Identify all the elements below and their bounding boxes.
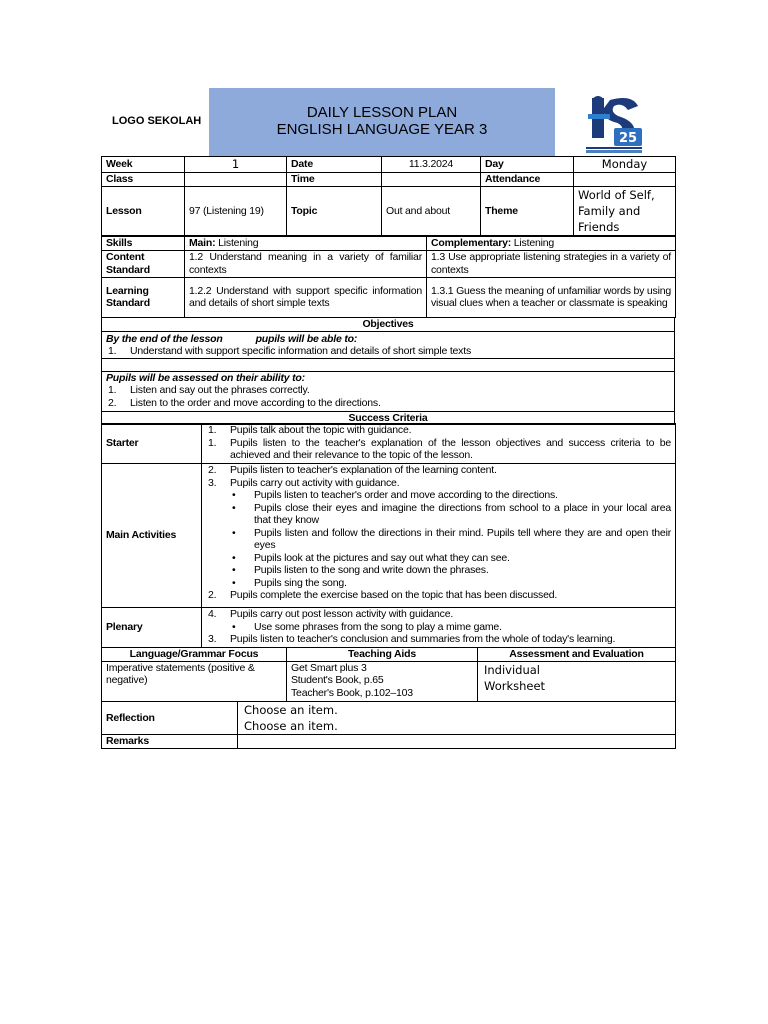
objective-item: 1. Understand with support specific information and details of short simple texts <box>108 345 471 357</box>
lesson-info-table <box>101 156 676 236</box>
day-value: Monday <box>574 157 676 173</box>
assessment-item: Worksheet <box>484 678 546 693</box>
main-bullet: • Pupils sing the song. <box>232 576 347 589</box>
main-activities-content <box>202 464 676 608</box>
spacer-row <box>102 358 675 371</box>
assessment-item: Individual <box>484 662 541 677</box>
grammar-focus-label: Language/Grammar Focus <box>102 648 287 662</box>
learning-standard-label: Learning Standard <box>102 277 185 317</box>
teaching-aids-label: Teaching Aids <box>287 648 478 662</box>
reflection-table <box>101 701 676 749</box>
date-value: 11.3.2024 <box>382 157 481 173</box>
main-skill-value: Listening <box>218 237 259 249</box>
time-value <box>382 173 481 187</box>
emblem-logo-icon <box>584 92 644 154</box>
reflection-label: Reflection <box>102 702 238 735</box>
skills-label: Skills <box>102 237 185 251</box>
objectives-intro-b: pupils will be able to: <box>255 332 358 345</box>
main-skill-label: Main: <box>189 237 216 249</box>
starter-content <box>202 424 676 464</box>
starter-item: 1. Pupils listen to the teacher's explanation of the lesson objectives and success criteria to be achieved and their relevance to the topic of the lesson. <box>208 436 671 461</box>
school-logo-placeholder: LOGO SEKOLAH <box>112 115 202 127</box>
objectives-heading: Objectives <box>102 318 675 332</box>
reflection-dropdown-1[interactable]: Choose an item. <box>244 703 338 717</box>
main-bullet: • Pupils close their eyes and imagine the directions from school to a place in your local area that they know <box>232 501 671 526</box>
plenary-content <box>202 608 676 648</box>
teaching-aid-item: Teacher's Book, p.102–103 <box>291 686 413 699</box>
document-title: DAILY LESSON PLAN <box>306 104 458 121</box>
grammar-focus-value: Imperative statements (positive & negative) <box>102 661 287 701</box>
content-standard-main: 1.2 Understand meaning in a variety of familiar contexts <box>185 250 427 277</box>
complementary-skill <box>427 237 676 251</box>
starter-item: 1. Pupils talk about the topic with guidance. <box>208 424 412 436</box>
main-activities-label: Main Activities <box>102 464 202 608</box>
theme-label: Theme <box>481 187 574 236</box>
objectives-table <box>101 317 675 425</box>
success-criteria-heading: Success Criteria <box>102 411 675 425</box>
document-subtitle: ENGLISH LANGUAGE YEAR 3 <box>276 121 488 138</box>
content-standard-complementary: 1.3 Use appropriate listening strategies in a variety of contexts <box>427 250 676 277</box>
reflection-content <box>238 702 676 735</box>
remarks-label: Remarks <box>102 735 238 749</box>
topic-value: Out and about <box>382 187 481 236</box>
main-skill <box>185 237 427 251</box>
assessment-criteria <box>102 371 675 411</box>
theme-value: World of Self, Family and Friends <box>574 187 676 236</box>
main-bullet: • Pupils listen and follow the directions in their mind. Pupils tell where they are and open their eyes <box>232 526 671 551</box>
standards-table <box>101 236 676 318</box>
main-step: 2. Pupils listen to teacher's explanation of the learning content. <box>208 464 497 476</box>
time-label: Time <box>287 173 382 187</box>
main-step: 3. Pupils carry out activity with guidance. <box>208 476 400 489</box>
week-value: 1 <box>185 157 287 173</box>
main-final-step: 2. Pupils complete the exercise based on the topic that has been discussed. <box>208 589 558 601</box>
plenary-label: Plenary <box>102 608 202 648</box>
main-bullet: • Pupils look at the pictures and say out what they can see. <box>232 551 510 564</box>
learning-standard-main: 1.2.2 Understand with support specific information and details of short simple texts <box>185 277 427 317</box>
main-bullet: • Pupils listen to teacher's order and move according to the directions. <box>232 489 558 501</box>
main-bullet: • Pupils listen to the song and write down the phrases. <box>232 564 489 576</box>
plenary-step: 3. Pupils listen to teacher's conclusion and summaries from the whole of today's learning. <box>208 633 616 645</box>
week-label: Week <box>102 157 185 173</box>
objectives-intro <box>106 333 670 346</box>
reflection-dropdown-2[interactable]: Choose an item. <box>244 719 338 733</box>
plenary-bullet: • Use some phrases from the song to play a mime game. <box>232 620 502 633</box>
assessed-item: 2. Listen to the order and move according to the directions. <box>108 396 381 409</box>
class-value <box>185 173 287 187</box>
date-label: Date <box>287 157 382 173</box>
lesson-label: Lesson <box>102 187 185 236</box>
complementary-skill-label: Complementary: <box>431 237 512 249</box>
document-title-banner <box>209 88 555 157</box>
focus-aids-table <box>101 647 676 702</box>
attendance-label: Attendance <box>481 173 574 187</box>
assessed-intro: Pupils will be assessed on their ability to: <box>106 371 305 384</box>
content-standard-label: Content Standard <box>102 250 185 277</box>
topic-label: Topic <box>287 187 382 236</box>
teaching-aid-item: Get Smart plus 3 <box>291 661 367 674</box>
assessment-value <box>478 661 676 701</box>
complementary-skill-value: Listening <box>513 237 555 249</box>
assessment-label: Assessment and Evaluation <box>478 648 676 662</box>
remarks-value[interactable] <box>238 735 676 749</box>
teaching-aids-value <box>287 661 478 701</box>
objectives-intro-a: By the end of the lesson <box>106 332 223 345</box>
assessed-item: 1. Listen and say out the phrases correctly. <box>108 384 310 396</box>
plenary-step: 4. Pupils carry out post lesson activity with guidance. <box>208 608 454 620</box>
learning-standard-complementary: 1.3.1 Guess the meaning of unfamiliar words by using visual clues when a teacher or classmate is speaking <box>427 277 676 317</box>
class-label: Class <box>102 173 185 187</box>
activities-table <box>101 423 676 648</box>
day-label: Day <box>481 157 574 173</box>
objectives-list <box>102 331 675 358</box>
emblem-number: 25 <box>618 131 638 146</box>
lesson-value: 97 (Listening 19) <box>185 187 287 236</box>
attendance-value <box>574 173 676 187</box>
teaching-aid-item: Student's Book, p.65 <box>291 674 384 686</box>
starter-label: Starter <box>102 424 202 464</box>
